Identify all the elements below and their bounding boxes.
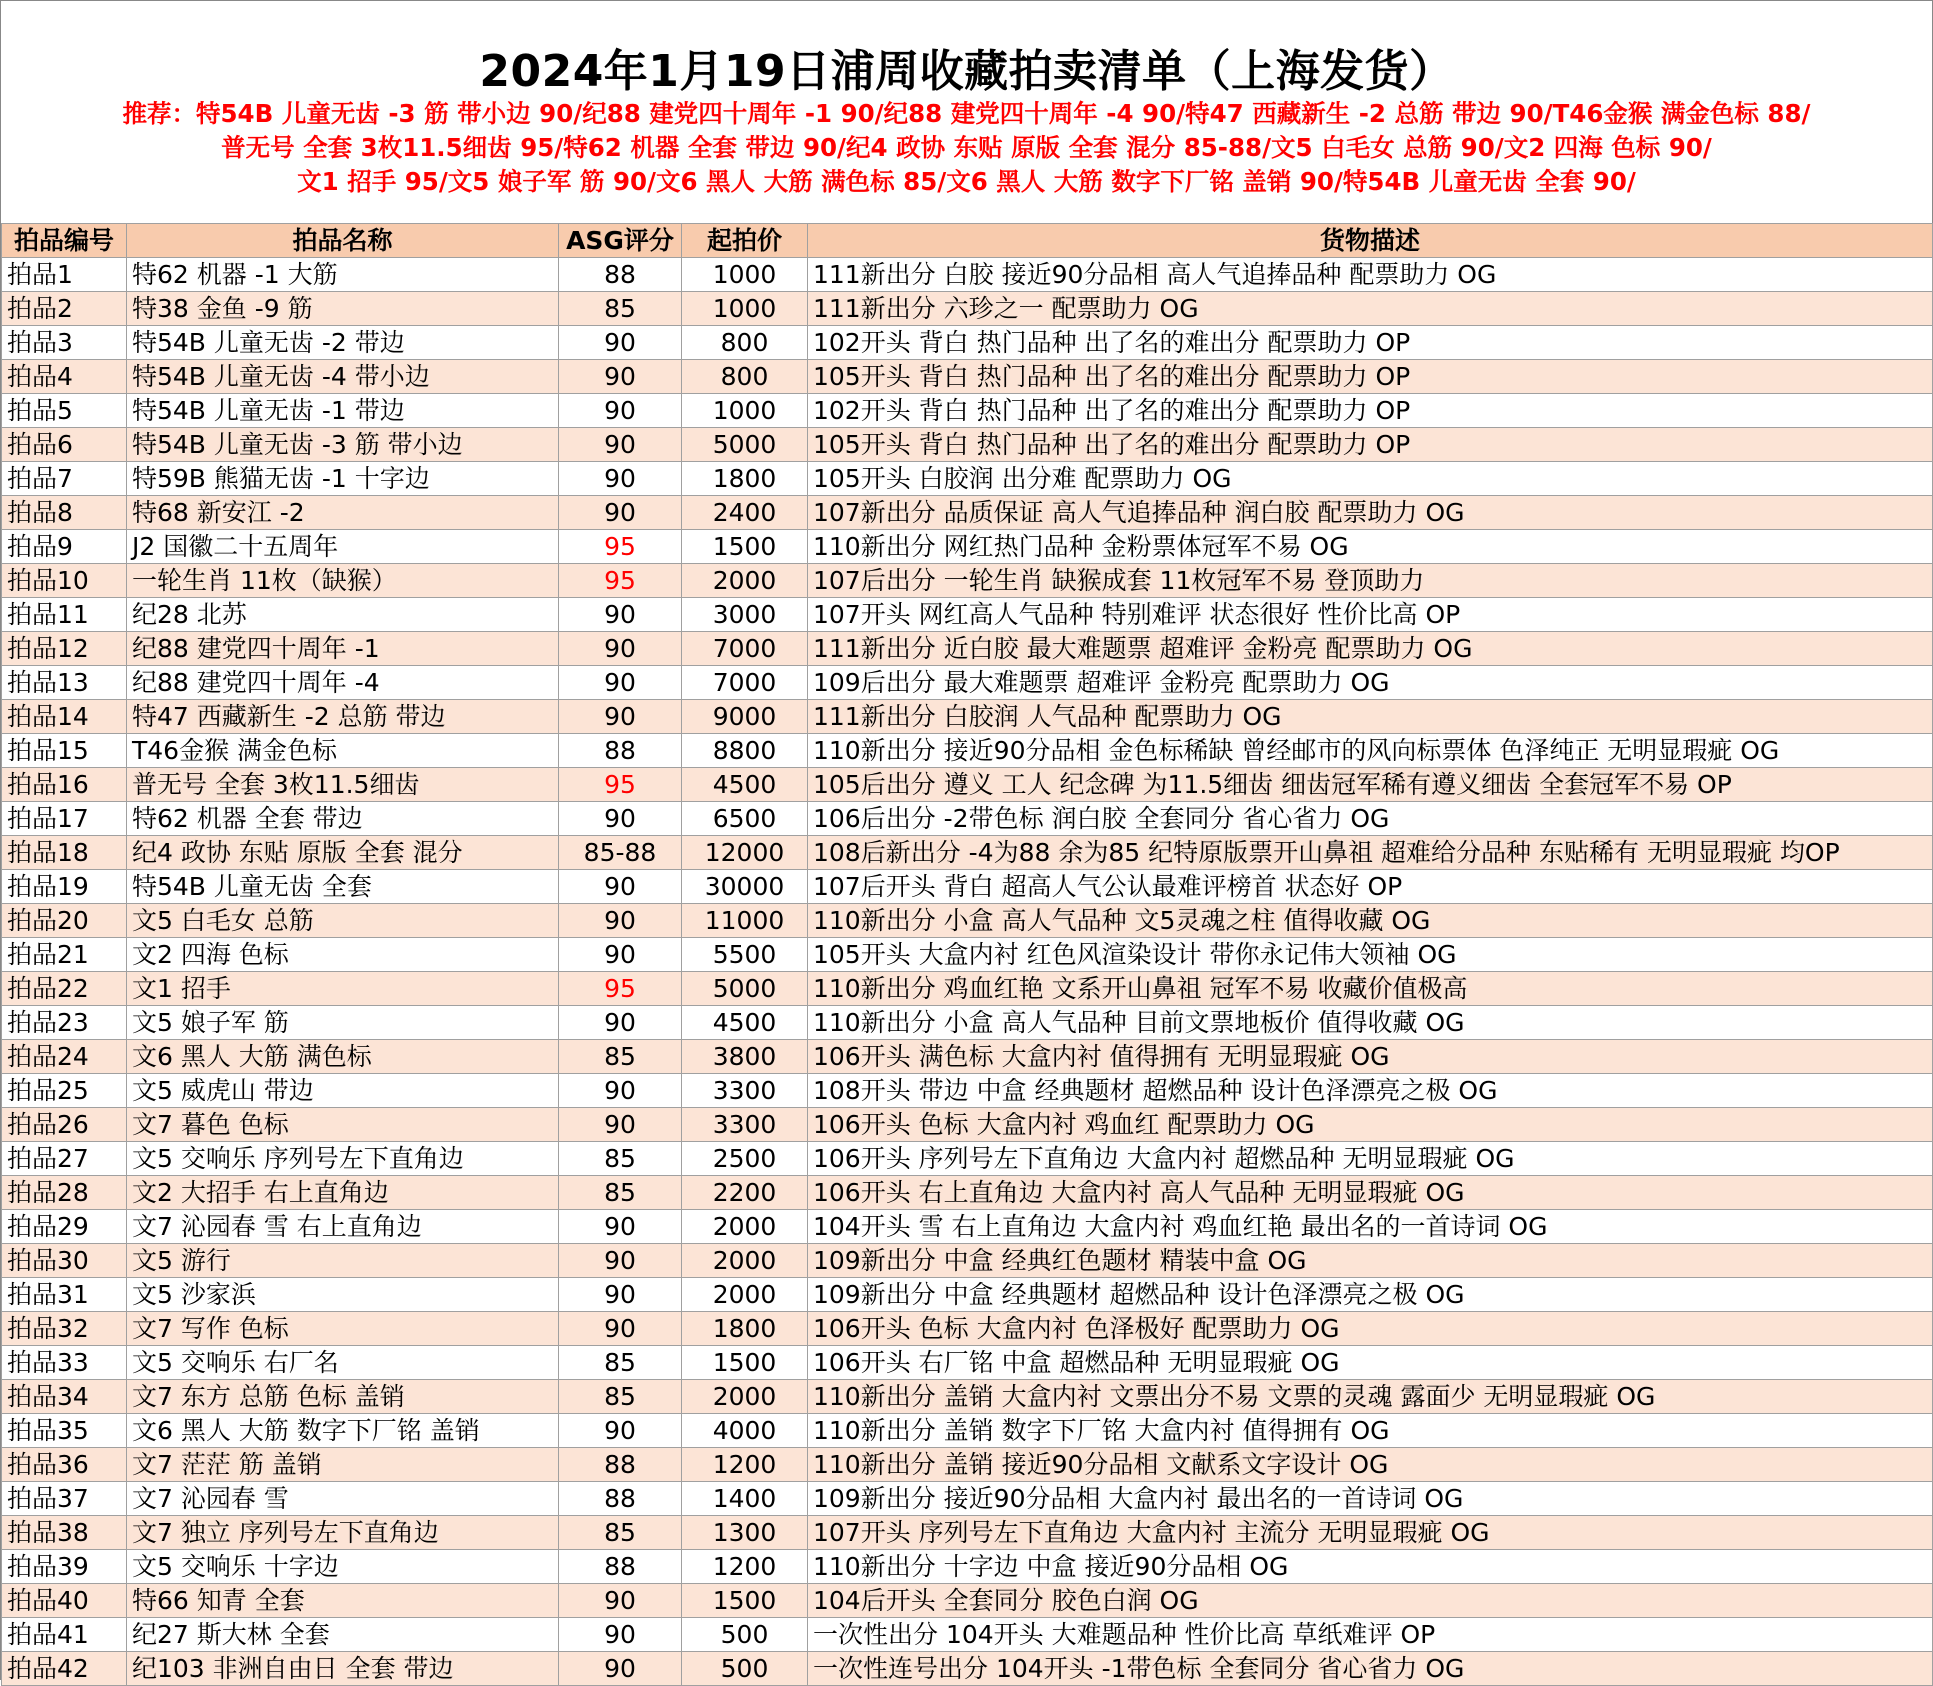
- table-row: [2, 1210, 1933, 1244]
- column-header-start-price[interactable]: 起拍价: [682, 224, 808, 258]
- table-row: [2, 394, 1933, 428]
- table-row: [2, 768, 1933, 802]
- cell-asg-score[interactable]: 88: [559, 1448, 682, 1482]
- cell-start-price[interactable]: 1500: [682, 530, 808, 564]
- cell-asg-score[interactable]: 95: [559, 768, 682, 802]
- cell-asg-score[interactable]: 90: [559, 326, 682, 360]
- cell-description[interactable]: 104开头 雪 右上直角边 大盒内衬 鸡血红艳 最出名的一首诗词 OG: [808, 1210, 1933, 1244]
- cell-asg-score[interactable]: 85: [559, 292, 682, 326]
- table-row: [2, 1414, 1933, 1448]
- cell-description[interactable]: 110新出分 十字边 中盒 接近90分品相 OG: [808, 1550, 1933, 1584]
- table-row: [2, 1346, 1933, 1380]
- table-row: [2, 1142, 1933, 1176]
- cell-description[interactable]: 107开头 网红高人气品种 特别难评 状态很好 性价比高 OP: [808, 598, 1933, 632]
- cell-lot-name[interactable]: 文6 黑人 大筋 数字下厂铭 盖销: [127, 1414, 559, 1448]
- cell-start-price[interactable]: 5500: [682, 938, 808, 972]
- cell-asg-score[interactable]: 85: [559, 1516, 682, 1550]
- cell-lot-number[interactable]: 拍品42: [2, 1652, 127, 1686]
- cell-lot-number[interactable]: 拍品18: [2, 836, 127, 870]
- cell-asg-score[interactable]: 90: [559, 632, 682, 666]
- cell-start-price[interactable]: 7000: [682, 632, 808, 666]
- cell-start-price[interactable]: 2000: [682, 1244, 808, 1278]
- cell-lot-name[interactable]: 特62 机器 全套 带边: [127, 802, 559, 836]
- cell-description[interactable]: 105开头 背白 热门品种 出了名的难出分 配票助力 OP: [808, 360, 1933, 394]
- cell-lot-number[interactable]: 拍品7: [2, 462, 127, 496]
- cell-description[interactable]: 106开头 色标 大盒内衬 鸡血红 配票助力 OG: [808, 1108, 1933, 1142]
- cell-start-price[interactable]: 3300: [682, 1074, 808, 1108]
- table-body: [2, 258, 1933, 1686]
- cell-lot-number[interactable]: 拍品22: [2, 972, 127, 1006]
- page-title: 2024年1月19日浦周收藏拍卖清单（上海发货）: [479, 46, 1454, 97]
- cell-asg-score[interactable]: 90: [559, 1312, 682, 1346]
- cell-lot-name[interactable]: 文7 写作 色标: [127, 1312, 559, 1346]
- cell-start-price[interactable]: 1000: [682, 394, 808, 428]
- cell-description[interactable]: 109后出分 最大难题票 超难评 金粉亮 配票助力 OG: [808, 666, 1933, 700]
- cell-description[interactable]: 110新出分 小盒 高人气品种 目前文票地板价 值得收藏 OG: [808, 1006, 1933, 1040]
- cell-lot-name[interactable]: 文7 茫茫 筋 盖销: [127, 1448, 559, 1482]
- table-row: [2, 1006, 1933, 1040]
- cell-lot-number[interactable]: 拍品28: [2, 1176, 127, 1210]
- cell-asg-score[interactable]: 90: [559, 700, 682, 734]
- cell-start-price[interactable]: 5000: [682, 428, 808, 462]
- cell-lot-name[interactable]: 特54B 儿童无齿 -4 带小边: [127, 360, 559, 394]
- cell-description[interactable]: 106开头 右厂铭 中盒 超燃品种 无明显瑕疵 OG: [808, 1346, 1933, 1380]
- cell-lot-name[interactable]: 文5 交响乐 右厂名: [127, 1346, 559, 1380]
- cell-asg-score[interactable]: 90: [559, 394, 682, 428]
- cell-lot-name[interactable]: 文2 大招手 右上直角边: [127, 1176, 559, 1210]
- cell-description[interactable]: 108开头 带边 中盒 经典题材 超燃品种 设计色泽漂亮之极 OG: [808, 1074, 1933, 1108]
- cell-lot-number[interactable]: 拍品4: [2, 360, 127, 394]
- cell-asg-score[interactable]: 90: [559, 496, 682, 530]
- cell-start-price[interactable]: 2000: [682, 1278, 808, 1312]
- table-row: [2, 632, 1933, 666]
- cell-start-price[interactable]: 800: [682, 360, 808, 394]
- cell-lot-name[interactable]: 普无号 全套 3枚11.5细齿: [127, 768, 559, 802]
- cell-lot-name[interactable]: 文1 招手: [127, 972, 559, 1006]
- column-header-asg-score[interactable]: ASG评分: [559, 224, 682, 258]
- table-row: [2, 972, 1933, 1006]
- cell-lot-number[interactable]: 拍品23: [2, 1006, 127, 1040]
- cell-start-price[interactable]: 11000: [682, 904, 808, 938]
- cell-lot-name[interactable]: 纪28 北苏: [127, 598, 559, 632]
- cell-start-price[interactable]: 1300: [682, 1516, 808, 1550]
- recommend-line-3: 文1 招手 95/文5 娘子军 筋 90/文6 黑人 大筋 满色标 85/文6 黑人 大筋 数字下厂铭 盖销 90/特54B 儿童无齿 全套 90/: [297, 167, 1636, 196]
- cell-lot-number[interactable]: 拍品29: [2, 1210, 127, 1244]
- cell-start-price[interactable]: 1500: [682, 1346, 808, 1380]
- cell-lot-name[interactable]: T46金猴 满金色标: [127, 734, 559, 768]
- cell-description[interactable]: 106后出分 -2带色标 润白胶 全套同分 省心省力 OG: [808, 802, 1933, 836]
- cell-lot-number[interactable]: 拍品5: [2, 394, 127, 428]
- cell-asg-score[interactable]: 90: [559, 360, 682, 394]
- cell-asg-score[interactable]: 88: [559, 1482, 682, 1516]
- table-row: [2, 598, 1933, 632]
- cell-lot-name[interactable]: 文7 沁园春 雪: [127, 1482, 559, 1516]
- table-row: [2, 428, 1933, 462]
- cell-asg-score[interactable]: 88: [559, 1550, 682, 1584]
- auction-table: [1, 223, 1933, 1686]
- table-row: [2, 1652, 1933, 1686]
- cell-start-price[interactable]: 1800: [682, 462, 808, 496]
- cell-asg-score[interactable]: 88: [559, 258, 682, 292]
- cell-description[interactable]: 一次性出分 104开头 大难题品种 性价比高 草纸难评 OP: [808, 1618, 1933, 1652]
- cell-start-price[interactable]: 7000: [682, 666, 808, 700]
- cell-description[interactable]: 106开头 满色标 大盒内衬 值得拥有 无明显瑕疵 OG: [808, 1040, 1933, 1074]
- cell-start-price[interactable]: 9000: [682, 700, 808, 734]
- table-row: [2, 1312, 1933, 1346]
- cell-asg-score[interactable]: 90: [559, 1074, 682, 1108]
- cell-lot-number[interactable]: 拍品10: [2, 564, 127, 598]
- cell-lot-number[interactable]: 拍品26: [2, 1108, 127, 1142]
- cell-lot-name[interactable]: 文7 独立 序列号左下直角边: [127, 1516, 559, 1550]
- cell-asg-score[interactable]: 95: [559, 564, 682, 598]
- column-header-description[interactable]: 货物描述: [808, 224, 1933, 258]
- cell-asg-score[interactable]: 90: [559, 1006, 682, 1040]
- cell-description[interactable]: 109新出分 中盒 经典红色题材 精装中盒 OG: [808, 1244, 1933, 1278]
- cell-description[interactable]: 一次性连号出分 104开头 -1带色标 全套同分 省心省力 OG: [808, 1652, 1933, 1686]
- cell-lot-number[interactable]: 拍品24: [2, 1040, 127, 1074]
- cell-description[interactable]: 110新出分 小盒 高人气品种 文5灵魂之柱 值得收藏 OG: [808, 904, 1933, 938]
- cell-asg-score[interactable]: 85-88: [559, 836, 682, 870]
- cell-asg-score[interactable]: 90: [559, 462, 682, 496]
- cell-asg-score[interactable]: 85: [559, 1040, 682, 1074]
- cell-lot-name[interactable]: 特62 机器 -1 大筋: [127, 258, 559, 292]
- cell-lot-name[interactable]: 文5 威虎山 带边: [127, 1074, 559, 1108]
- table-row: [2, 802, 1933, 836]
- cell-start-price[interactable]: 1200: [682, 1550, 808, 1584]
- cell-start-price[interactable]: 1000: [682, 292, 808, 326]
- table-row: [2, 326, 1933, 360]
- cell-start-price[interactable]: 2000: [682, 564, 808, 598]
- cell-start-price[interactable]: 30000: [682, 870, 808, 904]
- cell-lot-number[interactable]: 拍品27: [2, 1142, 127, 1176]
- table-row: [2, 360, 1933, 394]
- cell-description[interactable]: 110新出分 接近90分品相 金色标稀缺 曾经邮市的风向标票体 色泽纯正 无明显瑕疵 OG: [808, 734, 1933, 768]
- cell-start-price[interactable]: 4500: [682, 768, 808, 802]
- cell-lot-number[interactable]: 拍品33: [2, 1346, 127, 1380]
- cell-lot-number[interactable]: 拍品21: [2, 938, 127, 972]
- cell-lot-number[interactable]: 拍品9: [2, 530, 127, 564]
- table-row: [2, 734, 1933, 768]
- cell-start-price[interactable]: 3800: [682, 1040, 808, 1074]
- recommend-line-2: 普无号 全套 3枚11.5细齿 95/特62 机器 全套 带边 90/纪4 政协 东贴 原版 全套 混分 85-88/文5 白毛女 总筋 90/文2 四海 色标 90/: [221, 133, 1712, 162]
- cell-start-price[interactable]: 2000: [682, 1380, 808, 1414]
- cell-lot-name[interactable]: 特54B 儿童无齿 全套: [127, 870, 559, 904]
- cell-lot-number[interactable]: 拍品31: [2, 1278, 127, 1312]
- cell-lot-name[interactable]: 特59B 熊猫无齿 -1 十字边: [127, 462, 559, 496]
- cell-lot-name[interactable]: 纪88 建党四十周年 -4: [127, 666, 559, 700]
- cell-lot-name[interactable]: 特54B 儿童无齿 -3 筋 带小边: [127, 428, 559, 462]
- cell-asg-score[interactable]: 90: [559, 1244, 682, 1278]
- cell-lot-number[interactable]: 拍品12: [2, 632, 127, 666]
- cell-lot-number[interactable]: 拍品13: [2, 666, 127, 700]
- cell-lot-number[interactable]: 拍品20: [2, 904, 127, 938]
- cell-lot-number[interactable]: 拍品37: [2, 1482, 127, 1516]
- cell-lot-number[interactable]: 拍品8: [2, 496, 127, 530]
- cell-asg-score[interactable]: 90: [559, 1414, 682, 1448]
- table-row: [2, 836, 1933, 870]
- cell-description[interactable]: 105开头 大盒内衬 红色风渲染设计 带你永记伟大领袖 OG: [808, 938, 1933, 972]
- cell-lot-name[interactable]: 特47 西藏新生 -2 总筋 带边: [127, 700, 559, 734]
- cell-lot-name[interactable]: 纪103 非洲自由日 全套 带边: [127, 1652, 559, 1686]
- table-row: [2, 870, 1933, 904]
- table-row: [2, 564, 1933, 598]
- cell-asg-score[interactable]: 88: [559, 734, 682, 768]
- cell-lot-name[interactable]: 纪4 政协 东贴 原版 全套 混分: [127, 836, 559, 870]
- cell-lot-name[interactable]: 文5 游行: [127, 1244, 559, 1278]
- cell-asg-score[interactable]: 90: [559, 802, 682, 836]
- cell-lot-number[interactable]: 拍品19: [2, 870, 127, 904]
- cell-asg-score[interactable]: 85: [559, 1176, 682, 1210]
- cell-description[interactable]: 111新出分 白胶润 人气品种 配票助力 OG: [808, 700, 1933, 734]
- table-row: [2, 1584, 1933, 1618]
- cell-description[interactable]: 110新出分 鸡血红艳 文系开山鼻祖 冠军不易 收藏价值极高: [808, 972, 1933, 1006]
- cell-asg-score[interactable]: 90: [559, 666, 682, 700]
- cell-lot-number[interactable]: 拍品38: [2, 1516, 127, 1550]
- table-row: [2, 258, 1933, 292]
- cell-lot-number[interactable]: 拍品30: [2, 1244, 127, 1278]
- table-row: [2, 1278, 1933, 1312]
- cell-lot-number[interactable]: 拍品39: [2, 1550, 127, 1584]
- cell-start-price[interactable]: 4000: [682, 1414, 808, 1448]
- cell-start-price[interactable]: 1200: [682, 1448, 808, 1482]
- cell-description[interactable]: 107后出分 一轮生肖 缺猴成套 11枚冠军不易 登顶助力: [808, 564, 1933, 598]
- cell-start-price[interactable]: 2000: [682, 1210, 808, 1244]
- cell-lot-name[interactable]: 特54B 儿童无齿 -1 带边: [127, 394, 559, 428]
- cell-start-price[interactable]: 6500: [682, 802, 808, 836]
- cell-asg-score[interactable]: 95: [559, 530, 682, 564]
- cell-lot-number[interactable]: 拍品16: [2, 768, 127, 802]
- cell-start-price[interactable]: 500: [682, 1618, 808, 1652]
- cell-asg-score[interactable]: 85: [559, 1380, 682, 1414]
- sheet-header: [1, 1, 1932, 223]
- cell-start-price[interactable]: 5000: [682, 972, 808, 1006]
- cell-lot-name[interactable]: 特54B 儿童无齿 -2 带边: [127, 326, 559, 360]
- cell-asg-score[interactable]: 90: [559, 1278, 682, 1312]
- table-row: [2, 1618, 1933, 1652]
- table-row: [2, 1244, 1933, 1278]
- cell-description[interactable]: 107新出分 品质保证 高人气追捧品种 润白胶 配票助力 OG: [808, 496, 1933, 530]
- cell-description[interactable]: 109新出分 接近90分品相 大盒内衬 最出名的一首诗词 OG: [808, 1482, 1933, 1516]
- cell-lot-number[interactable]: 拍品25: [2, 1074, 127, 1108]
- cell-description[interactable]: 105后出分 遵义 工人 纪念碑 为11.5细齿 细齿冠军稀有遵义细齿 全套冠军不易 OP: [808, 768, 1933, 802]
- cell-description[interactable]: 110新出分 盖销 数字下厂铭 大盒内衬 值得拥有 OG: [808, 1414, 1933, 1448]
- cell-start-price[interactable]: 3300: [682, 1108, 808, 1142]
- cell-lot-number[interactable]: 拍品36: [2, 1448, 127, 1482]
- cell-lot-name[interactable]: 文7 沁园春 雪 右上直角边: [127, 1210, 559, 1244]
- cell-lot-name[interactable]: 特66 知青 全套: [127, 1584, 559, 1618]
- cell-lot-number[interactable]: 拍品34: [2, 1380, 127, 1414]
- cell-start-price[interactable]: 2500: [682, 1142, 808, 1176]
- cell-start-price[interactable]: 3000: [682, 598, 808, 632]
- cell-lot-number[interactable]: 拍品15: [2, 734, 127, 768]
- cell-start-price[interactable]: 12000: [682, 836, 808, 870]
- cell-lot-name[interactable]: 文5 沙家浜: [127, 1278, 559, 1312]
- column-header-lot-number[interactable]: 拍品编号: [2, 224, 127, 258]
- table-row: [2, 1380, 1933, 1414]
- cell-lot-number[interactable]: 拍品35: [2, 1414, 127, 1448]
- cell-lot-number[interactable]: 拍品3: [2, 326, 127, 360]
- cell-asg-score[interactable]: 90: [559, 1618, 682, 1652]
- cell-lot-name[interactable]: 文6 黑人 大筋 满色标: [127, 1040, 559, 1074]
- cell-asg-score[interactable]: 95: [559, 972, 682, 1006]
- table-row: [2, 1040, 1933, 1074]
- cell-description[interactable]: 102开头 背白 热门品种 出了名的难出分 配票助力 OP: [808, 394, 1933, 428]
- cell-lot-number[interactable]: 拍品6: [2, 428, 127, 462]
- cell-start-price[interactable]: 2200: [682, 1176, 808, 1210]
- cell-lot-name[interactable]: 一轮生肖 11枚（缺猴）: [127, 564, 559, 598]
- cell-start-price[interactable]: 800: [682, 326, 808, 360]
- table-row: [2, 1482, 1933, 1516]
- cell-lot-number[interactable]: 拍品32: [2, 1312, 127, 1346]
- table-row: [2, 1108, 1933, 1142]
- cell-lot-name[interactable]: 文7 暮色 色标: [127, 1108, 559, 1142]
- cell-lot-name[interactable]: 文5 交响乐 序列号左下直角边: [127, 1142, 559, 1176]
- cell-lot-name[interactable]: 文2 四海 色标: [127, 938, 559, 972]
- cell-start-price[interactable]: 500: [682, 1652, 808, 1686]
- table-row: [2, 530, 1933, 564]
- cell-lot-name[interactable]: 文7 东方 总筋 色标 盖销: [127, 1380, 559, 1414]
- cell-start-price[interactable]: 1400: [682, 1482, 808, 1516]
- cell-start-price[interactable]: 2400: [682, 496, 808, 530]
- cell-description[interactable]: 105开头 白胶润 出分难 配票助力 OG: [808, 462, 1933, 496]
- cell-asg-score[interactable]: 90: [559, 904, 682, 938]
- cell-lot-name[interactable]: 文5 娘子军 筋: [127, 1006, 559, 1040]
- cell-lot-name[interactable]: 特38 金鱼 -9 筋: [127, 292, 559, 326]
- table-row: [2, 1448, 1933, 1482]
- cell-lot-name[interactable]: 纪27 斯大林 全套: [127, 1618, 559, 1652]
- cell-lot-number[interactable]: 拍品11: [2, 598, 127, 632]
- cell-description[interactable]: 107开头 序列号左下直角边 大盒内衬 主流分 无明显瑕疵 OG: [808, 1516, 1933, 1550]
- table-row: [2, 1176, 1933, 1210]
- recommend-line-1: 推荐：特54B 儿童无齿 -3 筋 带小边 90/纪88 建党四十周年 -1 90/纪88 建党四十周年 -4 90/特47 西藏新生 -2 总筋 带边 90/T46金猴 满金色标 88/: [122, 99, 1811, 128]
- table-row: [2, 1550, 1933, 1584]
- cell-asg-score[interactable]: 90: [559, 1652, 682, 1686]
- cell-description[interactable]: 111新出分 近白胶 最大难题票 超难评 金粉亮 配票助力 OG: [808, 632, 1933, 666]
- cell-asg-score[interactable]: 90: [559, 598, 682, 632]
- cell-description[interactable]: 106开头 序列号左下直角边 大盒内衬 超燃品种 无明显瑕疵 OG: [808, 1142, 1933, 1176]
- column-header-lot-name[interactable]: 拍品名称: [127, 224, 559, 258]
- cell-asg-score[interactable]: 90: [559, 1584, 682, 1618]
- cell-description[interactable]: 111新出分 白胶 接近90分品相 高人气追捧品种 配票助力 OG: [808, 258, 1933, 292]
- cell-lot-number[interactable]: 拍品40: [2, 1584, 127, 1618]
- cell-start-price[interactable]: 8800: [682, 734, 808, 768]
- cell-asg-score[interactable]: 90: [559, 870, 682, 904]
- table-row: [2, 496, 1933, 530]
- cell-lot-name[interactable]: 纪88 建党四十周年 -1: [127, 632, 559, 666]
- cell-description[interactable]: 105开头 背白 热门品种 出了名的难出分 配票助力 OP: [808, 428, 1933, 462]
- cell-description[interactable]: 110新出分 网红热门品种 金粉票体冠军不易 OG: [808, 530, 1933, 564]
- table-row: [2, 462, 1933, 496]
- table-row: [2, 1516, 1933, 1550]
- cell-lot-name[interactable]: 特68 新安江 -2: [127, 496, 559, 530]
- table-row: [2, 938, 1933, 972]
- cell-asg-score[interactable]: 90: [559, 1108, 682, 1142]
- cell-lot-number[interactable]: 拍品41: [2, 1618, 127, 1652]
- cell-lot-number[interactable]: 拍品2: [2, 292, 127, 326]
- cell-lot-name[interactable]: 文5 交响乐 十字边: [127, 1550, 559, 1584]
- cell-asg-score[interactable]: 85: [559, 1142, 682, 1176]
- cell-lot-number[interactable]: 拍品14: [2, 700, 127, 734]
- cell-asg-score[interactable]: 85: [559, 1346, 682, 1380]
- cell-lot-number[interactable]: 拍品1: [2, 258, 127, 292]
- cell-asg-score[interactable]: 90: [559, 1210, 682, 1244]
- cell-description[interactable]: 106开头 色标 大盒内衬 色泽极好 配票助力 OG: [808, 1312, 1933, 1346]
- cell-asg-score[interactable]: 90: [559, 938, 682, 972]
- cell-lot-number[interactable]: 拍品17: [2, 802, 127, 836]
- table-row: [2, 1074, 1933, 1108]
- cell-description[interactable]: 107后开头 背白 超高人气公认最难评榜首 状态好 OP: [808, 870, 1933, 904]
- cell-description[interactable]: 111新出分 六珍之一 配票助力 OG: [808, 292, 1933, 326]
- cell-description[interactable]: 110新出分 盖销 大盒内衬 文票出分不易 文票的灵魂 露面少 无明显瑕疵 OG: [808, 1380, 1933, 1414]
- cell-lot-name[interactable]: J2 国徽二十五周年: [127, 530, 559, 564]
- cell-description[interactable]: 106开头 右上直角边 大盒内衬 高人气品种 无明显瑕疵 OG: [808, 1176, 1933, 1210]
- cell-start-price[interactable]: 1800: [682, 1312, 808, 1346]
- table-row: [2, 904, 1933, 938]
- table-row: [2, 666, 1933, 700]
- cell-description[interactable]: 109新出分 中盒 经典题材 超燃品种 设计色泽漂亮之极 OG: [808, 1278, 1933, 1312]
- cell-description[interactable]: 110新出分 盖销 接近90分品相 文献系文字设计 OG: [808, 1448, 1933, 1482]
- cell-description[interactable]: 102开头 背白 热门品种 出了名的难出分 配票助力 OP: [808, 326, 1933, 360]
- cell-description[interactable]: 104后开头 全套同分 胶色白润 OG: [808, 1584, 1933, 1618]
- cell-description[interactable]: 108后新出分 -4为88 余为85 纪特原版票开山鼻祖 超难给分品种 东贴稀有 无明显瑕疵 均OP: [808, 836, 1933, 870]
- table-row: [2, 700, 1933, 734]
- table-header-row: [2, 224, 1933, 258]
- cell-start-price[interactable]: 4500: [682, 1006, 808, 1040]
- cell-asg-score[interactable]: 90: [559, 428, 682, 462]
- cell-start-price[interactable]: 1500: [682, 1584, 808, 1618]
- cell-start-price[interactable]: 1000: [682, 258, 808, 292]
- table-row: [2, 292, 1933, 326]
- cell-lot-name[interactable]: 文5 白毛女 总筋: [127, 904, 559, 938]
